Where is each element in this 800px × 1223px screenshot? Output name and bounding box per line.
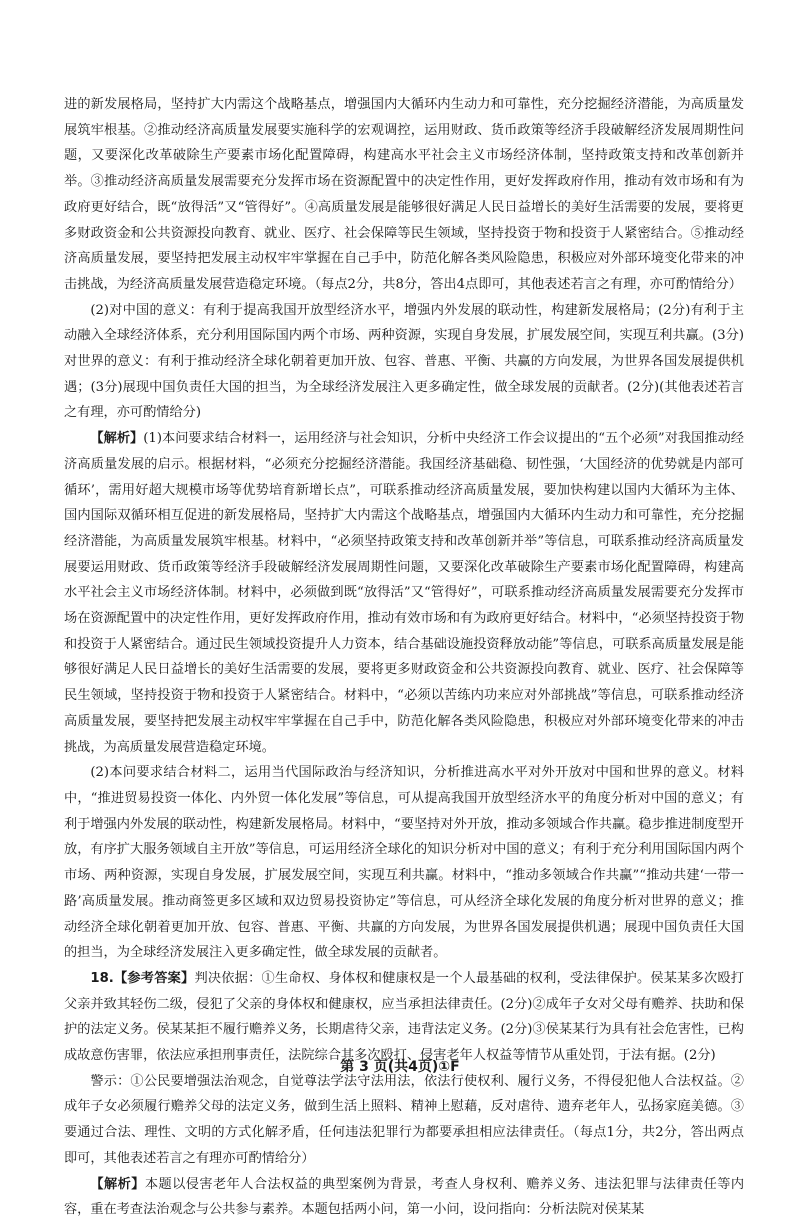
q18-answer-label: 18.【参考答案】 bbox=[90, 970, 195, 986]
page-footer: 第 3 页(共4页)①F bbox=[340, 1059, 460, 1075]
paragraph-answer-2: (2)对中国的意义：有利于提高我国开放型经济水平，增强内外发展的联动性，构建新发展格局；(2分)有利于主动融入全球经济体系，充分利用国际国内两个市场、两种资源，实现自身发展，扩展发展空间，实现互利共赢。(3分)对世界的意义：有利于推动经济全球化朝着更加开放、包容、普惠、平衡、共赢的方向发展，为世界各国发展提供机遇；(3分)展现中国负责任大国的担当，为全球经济发展注入更多确定性，做全球发展的贡献者。(2分)(其他表述若言之有理，亦可酌情给分) bbox=[64, 302, 744, 421]
q18-analysis-label: 【解析】 bbox=[90, 1176, 145, 1192]
document-body bbox=[64, 92, 744, 1223]
paragraph-q18-answer bbox=[64, 966, 744, 1069]
paragraph-answer-1-continued: 进的新发展格局，坚持扩大内需这个战略基点，增强国内大循环内生动力和可靠性，充分挖掘经济潜能，为高质量发展筑牢根基。②推动经济高质量发展要实施科学的宏观调控，运用财政、货币政策等经济手段破解经济发展周期性问题，又要深化改革破除生产要素市场化配置障碍，构建高水平社会主义市场经济体制，坚持政策支持和改革创新并举。③推动经济高质量发展需要充分发挥市场在资源配置中的决定性作用，更好发挥政府作用，推动有效市场和有为政府更好结合，既“放得活”又“管得好”。④高质量发展是能够很好满足人民日益增长的美好生活需要的发展，要将更多财政资金和公共资源投向教育、就业、医疗、社会保障等民生领域，坚持投资于物和投资于人紧密结合。⑤推动经济高质量发展，要坚持把发展主动权牢牢掌握在自己手中，防范化解各类风险隐患，积极应对外部环境变化带来的冲击挑战，为经济高质量发展营造稳定环境。（每点2分，共8分，答出4点即可，其他表述若言之有理，亦可酌情给分） bbox=[64, 97, 744, 292]
q18-analysis-text: 本题以侵害老年人合法权益的典型案例为背景，考查人身权利、赡养义务、违法犯罪与法律责任等内容，重在考查法治观念与公共参与素养。本题包括两小问，第一小问，设问指向：分析法院对侯某某 bbox=[64, 1176, 745, 1218]
analysis-text: (1)本问要求结合材料一，运用经济与社会知识，分析中央经济工作会议提出的“五个必须”对我国推动经济高质量发展的启示。根据材料，“必须充分挖掘经济潜能。我国经济基础稳、韧性强，‘大国经济的优势就是内部可循环’，需用好超大规模市场等优势培育新增长点”，可联系推动经济高质量发展，要加快构建以国内大循环为主体、国内国际双循环相互促进的新发展格局，坚持扩大内需这个战略基点，增强国内大循环内生动力和可靠性，充分挖掘经济潜能，为高质量发展筑牢根基。材料中，“必须坚持政策支持和改革创新并举”等信息，可联系推动经济高质量发展要运用财政、货币政策等经济手段破解经济发展周期性问题，又要深化改革破除生产要素市场化配置障碍，构建高水平社会主义市场经济体制。材料中，必须做到既“放得活”又“管得好”，可联系推动经济高质量发展需要充分发挥市场在资源配置中的决定性作用，更好发挥政府作用，推动有效市场和有为政府更好结合。材料中，“必须坚持投资于物和投资于人紧密结合。通过民生领域投资提升人力资本，结合基础设施投资释放动能”等信息，可联系高质量发展是能够很好满足人民日益增长的美好生活需要的发展，要将更多财政资金和公共资源投向教育、就业、医疗、社会保障等民生领域，坚持投资于物和投资于人紧密结合。材料中，“必须以苦练内功来应对外部挑战”等信息，可联系推动经济高质量发展，要坚持把发展主动权牢牢掌握在自己手中，防范化解各类风险隐患，积极应对外部环境变化带来的冲击挑战，为高质量发展营造稳定环境。 bbox=[64, 431, 744, 755]
paragraph-q18-analysis bbox=[64, 1172, 744, 1223]
analysis-label: 【解析】 bbox=[90, 431, 144, 447]
paragraph-analysis-2: (2)本问要求结合材料二，运用当代国际政治与经济知识，分析推进高水平对外开放对中国和世界的意义。材料中，“推进贸易投资一体化、内外贸一体化发展”等信息，可从提高我国开放型经济水平的角度分析对中国的意义；有利于增强内外发展的联动性，构建新发展格局。材料中，“要坚持对外开放，推动多领域合作共赢。稳步推进制度型开放，有序扩大服务领域自主开放”等信息，可运用经济全球化的知识分析对中国的意义；有利于充分利用国际国内两个市场、两种资源，实现自身发展，扩展发展空间，实现互利共赢。材料中，“推动多领域合作共赢”“推动共建‘一带一路’高质量发展。推动商签更多区域和双边贸易投资协定”等信息，可从经济全球化发展的角度分析对世界的意义；推动经济全球化朝着更加开放、包容、普惠、平衡、共赢的方向发展，为世界各国发展提供机遇；展现中国负责任大国的担当，为全球经济发展注入更多确定性，做全球发展的贡献者。 bbox=[64, 765, 744, 961]
q18-answer-text: 判决依据：①生命权、身体权和健康权是一个人最基础的权利，受法律保护。侯某某多次殴打父亲并致其轻伤二级，侵犯了父亲的身体权和健康权，应当承担法律责任。(2分)②成年子女对父母有赡养、扶助和保护的法定义务。侯某某拒不履行赡养义务，长期虐待父亲，违背法定义务。(2分)③侯某某行为具有社会危害性，已构成故意伤害罪，依法应承担刑事责任，法院综合其多次殴打、侵害老年人权益等情节从重处罚，于法有据。(2分) bbox=[64, 970, 744, 1064]
paragraph-analysis-1 bbox=[64, 426, 744, 760]
paragraph-q18-warning: 警示：①公民要增强法治观念，自觉尊法学法守法用法，依法行使权利、履行义务，不得侵犯他人合法权益。②成年子女必须履行赡养父母的法定义务，做到生活上照料、精神上慰藉，反对虐待、遗弃老年人，弘扬家庭美德。③要通过合法、理性、文明的方式化解矛盾，任何违法犯罪行为都要承担相应法律责任。（每点1分，共2分，答出两点即可，其他表述若言之有理亦可酌情给分） bbox=[64, 1073, 744, 1166]
